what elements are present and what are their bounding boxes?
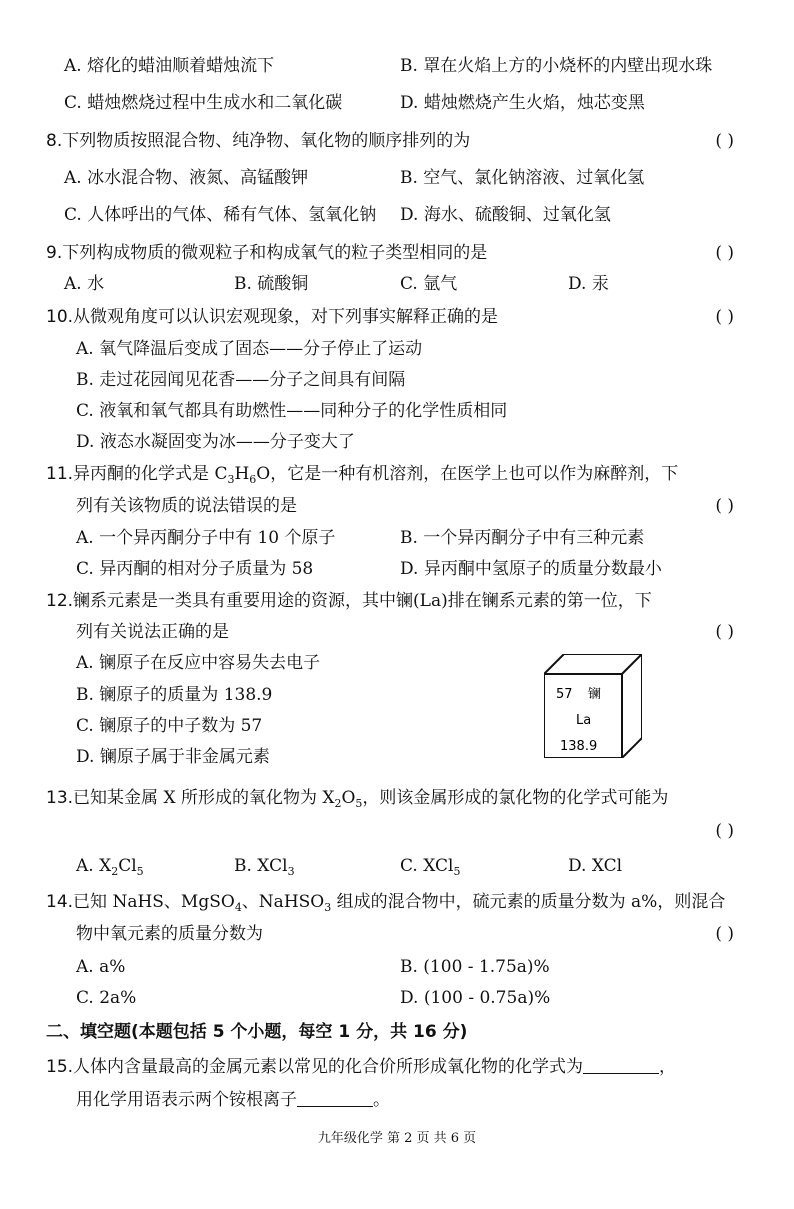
q13-b-text: B. XCl	[234, 856, 288, 876]
q13-stem-text: 已知某金属 X 所形成的氧化物为 X	[73, 788, 335, 808]
q7-option-c: C. 蜡烛燃烧过程中生成水和二氧化碳	[64, 93, 343, 113]
q14-answer-paren: ( )	[715, 924, 734, 944]
q13-option-d: D. XCl	[568, 856, 623, 876]
q14-option-a: A. a%	[76, 957, 126, 977]
q13-formula-o: O	[341, 788, 356, 808]
q14-option-b: B. (100 - 1.75a)%	[400, 957, 550, 977]
q13-subscript-5: 5	[355, 797, 363, 810]
q9-number: 9.	[46, 243, 63, 263]
q14-option-c: C. 2a%	[76, 988, 137, 1008]
q14-stem-line2: 物中氧元素的质量分数为	[76, 924, 263, 944]
q12-answer-paren: ( )	[715, 622, 734, 642]
q13-b-sub: 3	[287, 865, 295, 878]
q8-option-c: C. 人体呼出的气体、稀有气体、氢氧化钠	[64, 205, 377, 225]
q8-number: 8.	[46, 131, 63, 151]
card-element-name: 镧	[588, 687, 602, 702]
q11-answer-paren: ( )	[715, 496, 734, 516]
lanthanum-element-card	[544, 654, 642, 758]
q8-answer-paren: ( )	[715, 131, 734, 151]
q15-stem-text: 人体内含量最高的金属元素以常见的化合价所形成氧化物的化学式为	[73, 1057, 584, 1077]
q14-option-d: D. (100 - 0.75a)%	[400, 988, 551, 1008]
q13-a-sub1: 2	[111, 865, 119, 878]
q9-answer-paren: ( )	[715, 243, 734, 263]
q7-option-b: B. 罩在火焰上方的小烧杯的内壁出现水珠	[400, 56, 713, 76]
q11-stem-line2: 列有关该物质的说法错误的是	[76, 496, 297, 516]
card-element-symbol: La	[576, 713, 592, 728]
q14-stem-line1	[46, 890, 725, 920]
q9-option-b: B. 硫酸铜	[234, 274, 309, 294]
q8-option-d: D. 海水、硫酸铜、过氧化氢	[400, 205, 611, 225]
q12-stem-text: 镧系元素是一类具有重要用途的资源，其中镧(La)排在镧系元素的第一位，下	[73, 591, 652, 611]
q12-option-c: C. 镧原子的中子数为 57	[76, 716, 263, 736]
q13-option-c	[400, 854, 460, 884]
q13-a-cl: Cl	[118, 856, 137, 876]
q7-option-a: A. 熔化的蜡油顺着蜡烛流下	[64, 56, 275, 76]
q12-option-a: A. 镧原子在反应中容易失去电子	[76, 653, 321, 673]
q8-stem-text: 下列物质按照混合物、纯净物、氧化物的顺序排列的为	[62, 131, 471, 151]
q13-stem	[46, 786, 668, 816]
q11-option-a: A. 一个异丙酮分子中有 10 个原子	[76, 528, 336, 548]
q12-stem-line1	[46, 589, 652, 613]
q13-option-b	[234, 854, 295, 884]
q10-option-c: C. 液氧和氧气都具有助燃性——同种分子的化学性质相同	[76, 401, 508, 421]
q9-option-c: C. 氩气	[400, 274, 458, 294]
q13-a-sub2: 5	[136, 865, 144, 878]
q13-a-text: A. X	[76, 856, 112, 876]
q9-option-d: D. 汞	[568, 274, 609, 294]
q15-blank-2[interactable]	[297, 1090, 373, 1107]
q15-blank-1[interactable]	[583, 1057, 659, 1074]
q15-stem-line1	[46, 1055, 676, 1079]
q10-option-a: A. 氧气降温后变成了固态——分子停止了运动	[76, 339, 423, 359]
q15-stem-line2	[76, 1088, 390, 1112]
q12-number: 12.	[46, 591, 74, 611]
q9-option-a: A. 水	[64, 274, 105, 294]
q11-option-c: C. 异丙酮的相对分子质量为 58	[76, 559, 314, 579]
card-atomic-mass: 138.9	[560, 739, 598, 754]
q11-subscript-3: 3	[227, 473, 235, 486]
q15-number: 15.	[46, 1057, 74, 1077]
q11-stem-line1	[46, 462, 678, 492]
q11-number: 11.	[46, 464, 74, 484]
q14-sub-3: 3	[324, 901, 332, 914]
q9-stem-text: 下列构成物质的微观粒子和构成氧气的粒子类型相同的是	[62, 243, 488, 263]
q10-option-d: D. 液态水凝固变为冰——分子变大了	[76, 432, 355, 452]
q10-answer-paren: ( )	[715, 307, 734, 327]
q14-formula-nahso: 、NaHSO	[241, 892, 325, 912]
q13-c-text: C. XCl	[400, 856, 454, 876]
q11-subscript-6: 6	[249, 473, 257, 486]
q10-stem-text: 从微观角度可以认识宏观现象，对下列事实解释正确的是	[73, 307, 499, 327]
q11-option-b: B. 一个异丙酮分子中有三种元素	[400, 528, 645, 548]
q10-stem	[46, 305, 498, 329]
q9-stem	[46, 241, 487, 265]
q15-punct-1: ，	[659, 1057, 677, 1077]
q10-number: 10.	[46, 307, 74, 327]
q12-option-b: B. 镧原子的质量为 138.9	[76, 685, 273, 705]
card-side-face	[622, 654, 642, 758]
q13-answer-paren: ( )	[715, 821, 734, 841]
q15-stem-text-2: 用化学用语表示两个铵根离子	[76, 1090, 297, 1110]
q7-option-d: D. 蜡烛燃烧产生火焰，烛芯变黑	[400, 93, 645, 113]
q14-number: 14.	[46, 892, 74, 912]
q13-subscript-2: 2	[334, 797, 342, 810]
q13-number: 13.	[46, 788, 74, 808]
q11-option-d: D. 异丙酮中氢原子的质量分数最小	[400, 559, 662, 579]
q10-option-b: B. 走过花园闻见花香——分子之间具有间隔	[76, 370, 406, 390]
q15-punct-2: 。	[373, 1090, 390, 1110]
q11-stem-rest: O，它是一种有机溶剂，在医学上也可以作为麻醉剂，下	[256, 464, 679, 484]
q13-option-a	[76, 854, 144, 884]
q11-formula-h: H	[234, 464, 250, 484]
q14-stem-rest: 组成的混合物中，硫元素的质量分数为 a%，则混合	[331, 892, 726, 912]
q8-option-b: B. 空气、氯化钠溶液、过氧化氢	[400, 168, 645, 188]
q13-c-sub: 5	[453, 865, 461, 878]
q14-sub-4: 4	[234, 901, 242, 914]
q13-stem-rest: ，则该金属形成的氯化物的化学式可能为	[362, 788, 669, 808]
q12-option-d: D. 镧原子属于非金属元素	[76, 747, 270, 767]
q8-stem	[46, 129, 470, 153]
q12-stem-line2: 列有关说法正确的是	[76, 622, 229, 642]
card-atomic-number: 57	[556, 687, 573, 702]
page-footer: 九年级化学 第 2 页 共 6 页	[317, 1131, 477, 1146]
q14-stem-text: 已知 NaHS、MgSO	[73, 892, 235, 912]
q11-stem-text: 异丙酮的化学式是 C	[73, 464, 228, 484]
q8-option-a: A. 冰水混合物、液氮、高锰酸钾	[64, 168, 309, 188]
section-heading-fill-in: 二、填空题(本题包括 5 个小题，每空 1 分，共 16 分)	[46, 1022, 468, 1042]
